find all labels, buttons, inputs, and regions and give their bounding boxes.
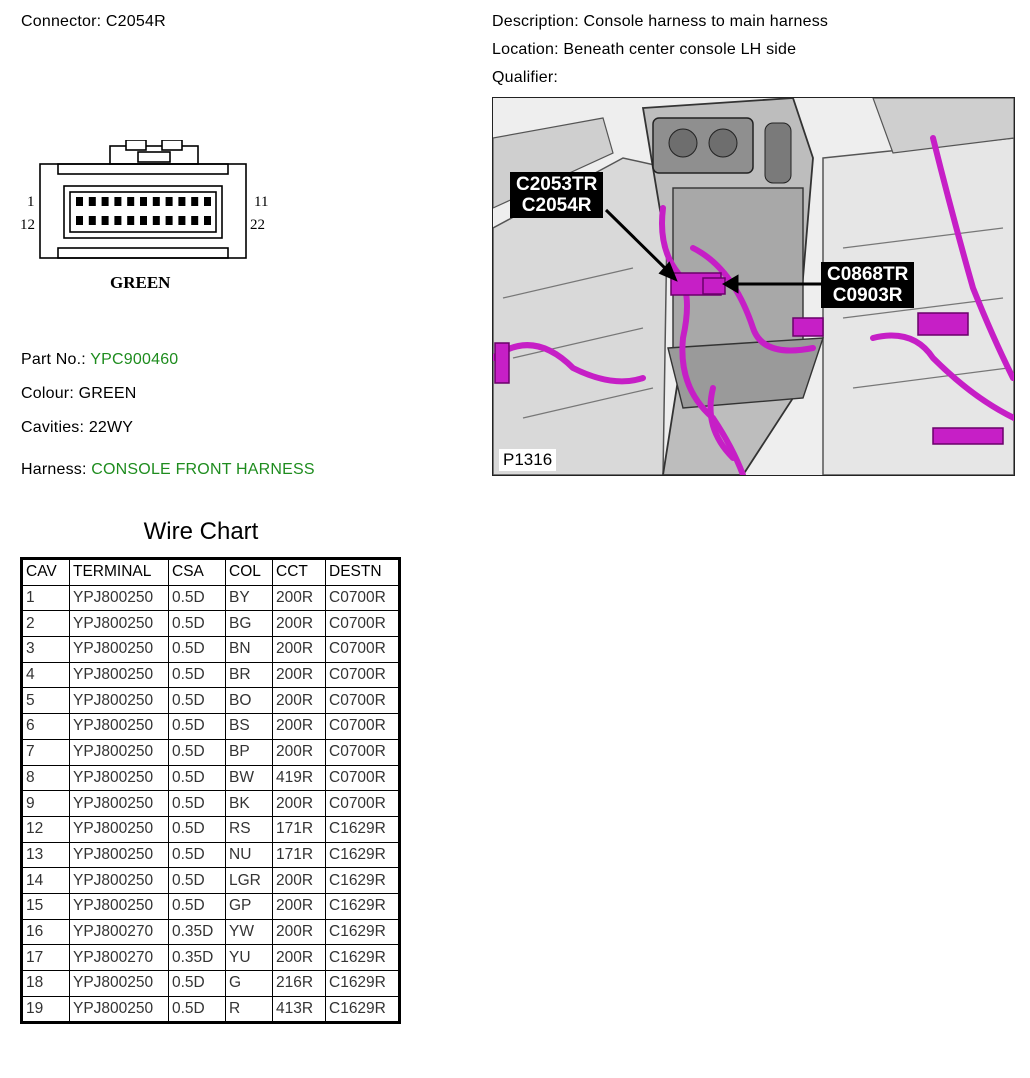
cell-col: NU: [226, 842, 273, 868]
cell-col: GP: [226, 893, 273, 919]
location-value: Beneath center console LH side: [563, 41, 797, 58]
header-cav: CAV: [22, 559, 70, 586]
callout-c0903r: [821, 262, 914, 308]
cell-cct: 171R: [273, 842, 326, 868]
part-number-link[interactable]: YPC900460: [90, 351, 179, 368]
description-value: Console harness to main harness: [583, 13, 829, 30]
pin-label-22: 22: [250, 217, 265, 233]
cell-col: BO: [226, 688, 273, 714]
cell-col: BR: [226, 662, 273, 688]
part-number-label: Part No.:: [21, 351, 86, 368]
header-csa: CSA: [169, 559, 226, 586]
cell-cct: 200R: [273, 791, 326, 817]
connector-colour-label: GREEN: [110, 273, 171, 292]
cell-col: YW: [226, 919, 273, 945]
cell-cav: 6: [22, 714, 70, 740]
connector-cavity-housing: [64, 186, 222, 238]
cell-csa: 0.5D: [169, 868, 226, 894]
cell-col: BG: [226, 611, 273, 637]
qualifier-line: [492, 69, 558, 87]
pin-bottom-13: [89, 216, 96, 225]
pin-bottom-14: [102, 216, 109, 225]
cell-cav: 8: [22, 765, 70, 791]
pin-bottom-12: [76, 216, 83, 225]
table-row: [22, 945, 400, 971]
table-row: [22, 919, 400, 945]
callout-a-line2: C2054R: [521, 195, 592, 216]
harness-line: [21, 461, 315, 479]
cell-csa: 0.5D: [169, 816, 226, 842]
header-destn: DESTN: [326, 559, 400, 586]
location-line: [492, 41, 796, 59]
table-row: [22, 714, 400, 740]
cell-destn: C0700R: [326, 611, 400, 637]
pin-bottom-19: [166, 216, 173, 225]
cell-csa: 0.5D: [169, 714, 226, 740]
cell-terminal: YPJ800250: [70, 842, 169, 868]
table-row: [22, 996, 400, 1023]
cell-terminal: YPJ800250: [70, 791, 169, 817]
colour-label: Colour:: [21, 385, 74, 402]
cell-terminal: YPJ800250: [70, 816, 169, 842]
pin-top-7: [153, 197, 160, 206]
cell-terminal: YPJ800250: [70, 971, 169, 997]
colour-line: [21, 385, 137, 403]
cell-cav: 16: [22, 919, 70, 945]
pin-bottom-15: [114, 216, 121, 225]
cell-terminal: YPJ800250: [70, 996, 169, 1023]
cell-cct: 200R: [273, 945, 326, 971]
cell-cct: 200R: [273, 688, 326, 714]
connector-label: Connector:: [21, 13, 102, 30]
cell-csa: 0.5D: [169, 842, 226, 868]
cell-col: BP: [226, 739, 273, 765]
cell-csa: 0.5D: [169, 893, 226, 919]
cell-destn: C1629R: [326, 893, 400, 919]
cavities-label: Cavities:: [21, 419, 85, 436]
harness-link[interactable]: CONSOLE FRONT HARNESS: [91, 461, 315, 478]
cell-col: BY: [226, 585, 273, 611]
description-line: [492, 13, 828, 31]
table-row: [22, 611, 400, 637]
cell-destn: C0700R: [326, 739, 400, 765]
cell-csa: 0.5D: [169, 637, 226, 663]
pin-top-10: [191, 197, 198, 206]
cell-terminal: YPJ800250: [70, 868, 169, 894]
pin-top-6: [140, 197, 147, 206]
callout-b-line2: C0903R: [832, 285, 903, 306]
cell-destn: C0700R: [326, 791, 400, 817]
cell-terminal: YPJ800250: [70, 585, 169, 611]
cell-terminal: YPJ800250: [70, 714, 169, 740]
cell-terminal: YPJ800250: [70, 637, 169, 663]
pin-bottom-21: [191, 216, 198, 225]
cell-destn: C1629R: [326, 816, 400, 842]
table-row: [22, 585, 400, 611]
callout-b-line1: C0868TR: [827, 264, 909, 285]
cell-cav: 13: [22, 842, 70, 868]
table-row: [22, 816, 400, 842]
cavities-value: 22WY: [88, 419, 134, 436]
cell-destn: C0700R: [326, 637, 400, 663]
location-illustration: [492, 97, 1015, 476]
cell-cav: 19: [22, 996, 70, 1023]
cell-cct: 216R: [273, 971, 326, 997]
figure-id: P1316: [499, 449, 556, 471]
cell-cct: 171R: [273, 816, 326, 842]
cell-destn: C1629R: [326, 945, 400, 971]
cell-col: BK: [226, 791, 273, 817]
pin-top-2: [89, 197, 96, 206]
cell-col: BN: [226, 637, 273, 663]
pin-bottom-16: [127, 216, 134, 225]
colour-value: GREEN: [78, 385, 137, 402]
pin-top-3: [102, 197, 109, 206]
cell-csa: 0.5D: [169, 791, 226, 817]
cell-csa: 0.35D: [169, 945, 226, 971]
cell-cct: 200R: [273, 714, 326, 740]
vehicle-interior-drawing: [493, 98, 1014, 475]
cell-cav: 9: [22, 791, 70, 817]
cell-csa: 0.5D: [169, 739, 226, 765]
callout-a-line1: C2053TR: [516, 174, 598, 195]
cell-cct: 200R: [273, 893, 326, 919]
cell-terminal: YPJ800250: [70, 893, 169, 919]
cell-destn: C1629R: [326, 996, 400, 1023]
cell-csa: 0.5D: [169, 585, 226, 611]
table-row: [22, 791, 400, 817]
cell-destn: C1629R: [326, 842, 400, 868]
pin-top-8: [166, 197, 173, 206]
table-row: [22, 971, 400, 997]
cell-cav: 15: [22, 893, 70, 919]
part-number-line: [21, 351, 178, 369]
cell-cav: 4: [22, 662, 70, 688]
cell-terminal: YPJ800250: [70, 688, 169, 714]
cell-csa: 0.5D: [169, 662, 226, 688]
cell-destn: C0700R: [326, 765, 400, 791]
cell-cav: 18: [22, 971, 70, 997]
wire-chart-body: [22, 585, 400, 1023]
cell-cct: 200R: [273, 868, 326, 894]
cell-terminal: YPJ800250: [70, 739, 169, 765]
pin-top-11: [204, 197, 211, 206]
table-row: [22, 893, 400, 919]
connector-line: [21, 13, 166, 31]
cell-col: RS: [226, 816, 273, 842]
callout-c2054r: [510, 172, 603, 218]
cell-cct: 200R: [273, 739, 326, 765]
cell-col: R: [226, 996, 273, 1023]
connector-face-diagram: [18, 140, 278, 300]
pin-bottom-22: [204, 216, 211, 225]
connector-body: [40, 164, 246, 258]
cell-col: LGR: [226, 868, 273, 894]
cell-csa: 0.35D: [169, 919, 226, 945]
header-cct: CCT: [273, 559, 326, 586]
pin-label-11: 11: [254, 194, 269, 210]
cell-col: BW: [226, 765, 273, 791]
cell-cct: 200R: [273, 919, 326, 945]
cell-cct: 413R: [273, 996, 326, 1023]
cell-destn: C1629R: [326, 971, 400, 997]
harness-label: Harness:: [21, 461, 87, 478]
cell-col: YU: [226, 945, 273, 971]
table-row: [22, 637, 400, 663]
pin-bottom-18: [153, 216, 160, 225]
cell-terminal: YPJ800270: [70, 919, 169, 945]
cell-col: BS: [226, 714, 273, 740]
cell-destn: C0700R: [326, 688, 400, 714]
cell-csa: 0.5D: [169, 971, 226, 997]
cell-cct: 200R: [273, 611, 326, 637]
cell-cct: 200R: [273, 662, 326, 688]
cell-cav: 14: [22, 868, 70, 894]
cell-cav: 5: [22, 688, 70, 714]
cell-terminal: YPJ800250: [70, 662, 169, 688]
pin-top-4: [114, 197, 121, 206]
wire-chart-header-row: [22, 559, 400, 586]
cell-csa: 0.5D: [169, 611, 226, 637]
cell-terminal: YPJ800250: [70, 611, 169, 637]
pin-top-9: [178, 197, 185, 206]
cell-cav: 17: [22, 945, 70, 971]
table-row: [22, 662, 400, 688]
pin-bottom-20: [178, 216, 185, 225]
table-row: [22, 842, 400, 868]
table-row: [22, 688, 400, 714]
cell-csa: 0.5D: [169, 996, 226, 1023]
cell-terminal: YPJ800270: [70, 945, 169, 971]
cell-cav: 12: [22, 816, 70, 842]
cell-cct: 200R: [273, 637, 326, 663]
cell-cav: 3: [22, 637, 70, 663]
wire-chart-table: [20, 557, 401, 1024]
header-terminal: TERMINAL: [70, 559, 169, 586]
cell-csa: 0.5D: [169, 765, 226, 791]
description-label: Description:: [492, 13, 579, 30]
table-row: [22, 765, 400, 791]
pin-top-5: [127, 197, 134, 206]
pin-bottom-17: [140, 216, 147, 225]
cell-destn: C1629R: [326, 868, 400, 894]
cell-cav: 1: [22, 585, 70, 611]
cell-terminal: YPJ800250: [70, 765, 169, 791]
header-col: COL: [226, 559, 273, 586]
cell-csa: 0.5D: [169, 688, 226, 714]
cell-cav: 7: [22, 739, 70, 765]
table-row: [22, 868, 400, 894]
cell-col: G: [226, 971, 273, 997]
location-label: Location:: [492, 41, 559, 58]
wire-chart-title: Wire Chart: [143, 518, 259, 545]
cell-cct: 200R: [273, 585, 326, 611]
cell-cct: 419R: [273, 765, 326, 791]
cell-destn: C1629R: [326, 919, 400, 945]
cell-destn: C0700R: [326, 714, 400, 740]
connector-value: C2054R: [105, 13, 166, 30]
table-row: [22, 739, 400, 765]
cavities-line: [21, 419, 133, 437]
cell-cav: 2: [22, 611, 70, 637]
cell-destn: C0700R: [326, 662, 400, 688]
cell-destn: C0700R: [326, 585, 400, 611]
pin-top-1: [76, 197, 83, 206]
qualifier-label: Qualifier:: [492, 69, 559, 86]
pin-label-12: 12: [20, 217, 35, 233]
pin-label-1: 1: [27, 194, 35, 210]
